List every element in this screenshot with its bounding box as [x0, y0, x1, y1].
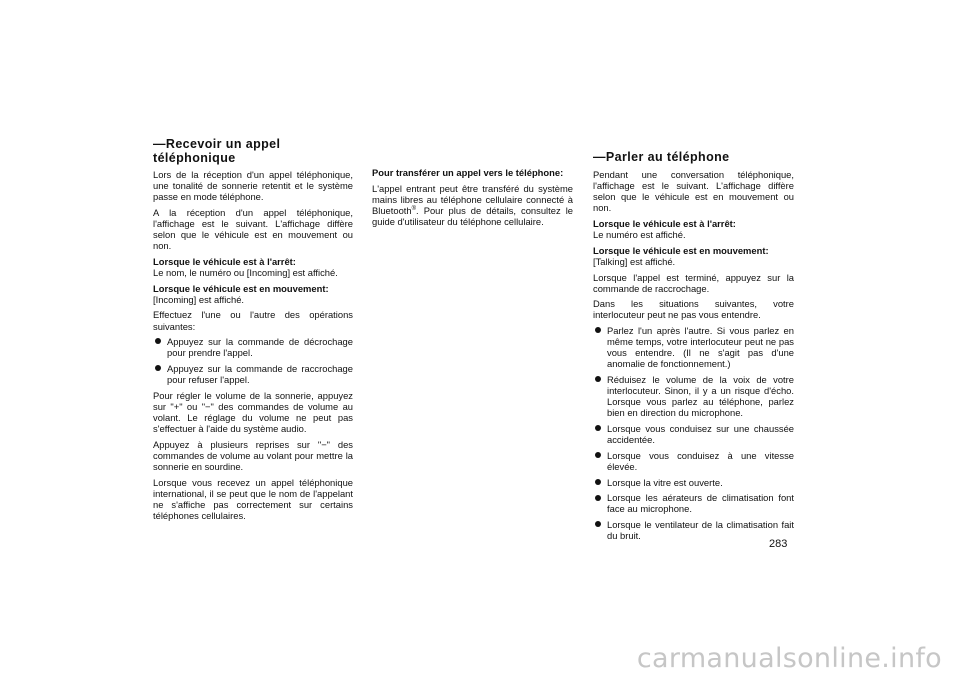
list-item	[153, 363, 353, 385]
bullet-icon	[155, 338, 161, 344]
bullet-icon	[595, 495, 601, 501]
column-talk	[593, 169, 794, 546]
paragraph: Lors de la réception d'un appel téléphonique, une tonalité de sonnerie retentit et le système passe en mode téléphone.	[153, 169, 353, 203]
list-item-text: Lorsque la vitre est ouverte.	[607, 476, 723, 488]
moving-label: Lorsque le véhicule est en mouvement:	[593, 244, 769, 256]
moving-text: [Incoming] est affiché.	[153, 293, 245, 305]
stopped-block	[593, 218, 794, 240]
list-item	[593, 423, 794, 445]
list-item	[153, 336, 353, 358]
stopped-label: Lorsque le véhicule est à l'arrêt:	[153, 255, 296, 267]
section-heading-talk: —Parler au téléphone	[593, 150, 730, 164]
column-receive-call	[153, 169, 353, 526]
bullet-icon	[595, 452, 601, 458]
paragraph: Lorsque l'appel est terminé, appuyez sur la commande de raccrochage.	[593, 271, 794, 294]
list-item	[593, 519, 794, 541]
list-item-text: Appuyez sur la commande de raccrochage pour refuser l'appel.	[167, 362, 353, 386]
paragraph	[372, 183, 573, 227]
list-item-text: Parlez l'un après l'autre. Si vous parlez en même temps, votre interlocuteur peut ne pas vous entendre. (Il ne s'agit pas d'une anomalie de fonctionnement.)	[607, 325, 794, 370]
list-item	[593, 492, 794, 514]
list-item	[593, 450, 794, 472]
bullet-icon	[595, 479, 601, 485]
stopped-label: Lorsque le véhicule est à l'arrêt:	[593, 217, 736, 229]
moving-text: [Talking] est affiché.	[593, 255, 676, 267]
stopped-text: Le numéro est affiché.	[593, 229, 686, 241]
paragraph: Appuyez à plusieurs reprises sur "−" des commandes de volume au volant pour mettre la sonnerie en sourdine.	[153, 438, 353, 472]
paragraph-text: . Pour plus de détails, consultez le guide d'utilisateur du téléphone cellulaire.	[372, 204, 573, 227]
bullet-icon	[155, 365, 161, 371]
bullet-icon	[595, 521, 601, 527]
paragraph: Effectuez l'une ou l'autre des opérations suivantes:	[153, 309, 353, 332]
paragraph: Pour régler le volume de la sonnerie, appuyez sur "+" ou "−" des commandes de volume au volant. Le réglage du volume ne peut pas s'effectuer à l'aide du système audio.	[153, 389, 353, 435]
list-item-text: Lorsque vous conduisez sur une chaussée accidentée.	[607, 423, 794, 446]
registered-mark: ®	[411, 205, 417, 212]
list-item-text: Lorsque le ventilateur de la climatisation fait du bruit.	[607, 519, 794, 542]
list-item	[593, 374, 794, 418]
transfer-label: Pour transférer un appel vers le téléphone:	[372, 167, 564, 178]
paragraph: Pendant une conversation téléphonique, l'affichage est le suivant. L'affichage diffère selon que le véhicule est en mouvement ou non.	[593, 169, 794, 214]
section-heading-receive-call: —Recevoir un appel téléphonique	[153, 137, 281, 165]
paragraph: Dans les situations suivantes, votre interlocuteur peut ne pas vous entendre.	[593, 298, 794, 321]
moving-block	[593, 245, 794, 267]
list-item-text: Lorsque vous conduisez à une vitesse élevée.	[607, 449, 794, 472]
page-number: 283	[769, 538, 788, 550]
bullet-icon	[595, 376, 601, 382]
paragraph: Lorsque vous recevez un appel téléphonique international, il se peut que le nom de l'appelant ne s'affiche pas correctement sur certains téléphones cellulaires.	[153, 476, 353, 521]
paragraph-text: L'appel entrant peut être transféré du système mains libres au téléphone cellulaire connecté à Bluetooth	[372, 182, 573, 216]
column-transfer-call	[372, 167, 573, 232]
moving-label: Lorsque le véhicule est en mouvement:	[153, 282, 329, 294]
watermark: carmanualsonline.info	[636, 643, 942, 674]
bullet-icon	[595, 327, 601, 333]
stopped-block	[153, 256, 353, 278]
list-item-text: Appuyez sur la commande de décrochage pour prendre l'appel.	[167, 336, 353, 359]
paragraph: A la réception d'un appel téléphonique, l'affichage est le suivant. L'affichage diffère selon que le véhicule est en mouvement ou non.	[153, 206, 353, 252]
moving-block	[153, 283, 353, 305]
list-item-text: Lorsque les aérateurs de climatisation font face au microphone.	[607, 492, 794, 515]
list-item	[593, 477, 794, 488]
stopped-text: Le nom, le numéro ou [Incoming] est affiché.	[153, 266, 338, 278]
list-item-text: Réduisez le volume de la voix de votre interlocuteur. Sinon, il y a un risque d'écho. Lorsque vous parlez au téléphone, parlez bien en direction du microphone.	[607, 374, 794, 419]
bullet-icon	[595, 425, 601, 431]
list-item	[593, 325, 794, 369]
